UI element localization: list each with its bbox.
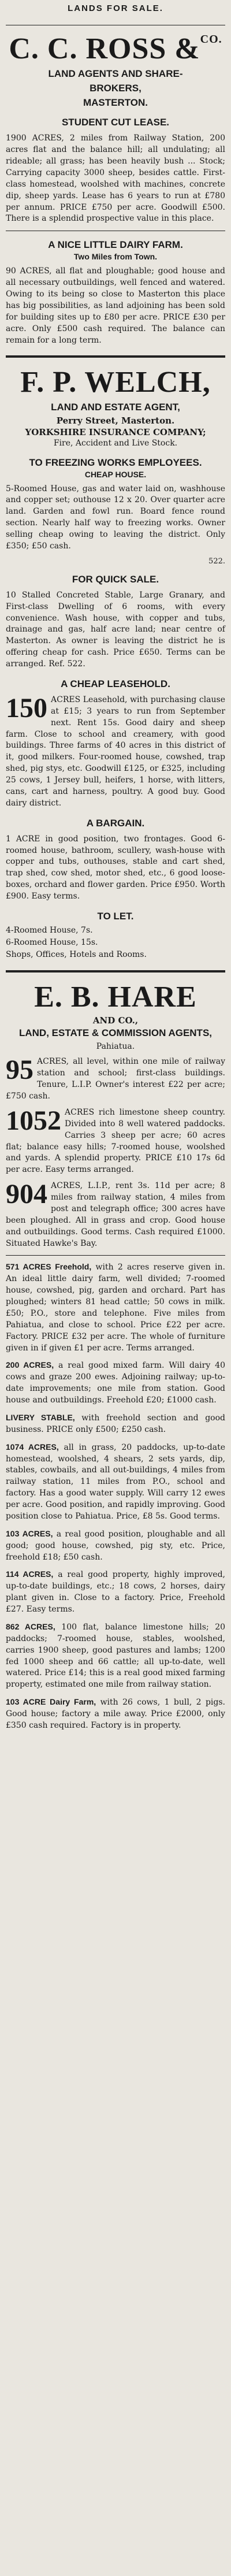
to-let-item: Shops, Offices, Hotels and Rooms. — [6, 949, 147, 959]
listing-lead: 1074 ACRES, — [6, 1442, 59, 1452]
welch-line4: Fire, Accident and Live Stock. — [53, 439, 178, 448]
ross-line2: BROKERS, — [90, 82, 141, 94]
listing-text: all in grass, 20 paddocks, up-to-date homestead, woolshed, 4 shears, 2 sets yards, dip, stables, cowbails, and all out-buildings, 4 miles from railway station, 11 miles from P.O., school and factory. Has a good water supply. Will carry 12 ewes per acre. Good position, and rapidly improving. Good position close to Pahiatua. Price, £8 5s. Good terms. — [6, 1442, 226, 1521]
hare-p2 — [6, 1107, 225, 1176]
welch-line3: YORKSHIRE INSURANCE COMPANY; — [25, 426, 206, 437]
welch-sec4-body: 1 ACRE in good position, two frontages. Good 6-roomed house, bathroom, scullery, wash-house with copper and tubs, outhouses, stable and cart shed, trap shed, cow shed, motor shed, etc., 6 good loose-boxes, orchard and flower garden. Price £950. Worth £900. Easy terms. — [6, 834, 225, 901]
ross-sec1-body: 1900 ACRES, 2 miles from Railway Station, 200 acres flat and the balance hill; all undulating; all rideable; all grass; has been heavily bush ... Stock; Carrying capacity 3000 sheep, besides cattle. First-class homestead, woolshed with machines, concrete dip, sheep yards. Lease has 6 years to run at £780 per annum. PRICE £750 per acre. Goodwill £500. There is a splendid prospective value in this place. — [6, 133, 225, 224]
hare-p3 — [6, 1181, 225, 1249]
hare-p2-acres: 1052 — [6, 1105, 61, 1136]
to-let-list — [6, 925, 225, 961]
hare-p1-acres: 95 — [6, 1055, 33, 1086]
welch-line1: LAND AND ESTATE AGENT, — [51, 402, 180, 413]
hare-line2: Pahiatua. — [96, 1042, 135, 1052]
ross-sec2-heading: A NICE LITTLE DAIRY FARM. — [48, 239, 183, 251]
ross-name-sup: CO. — [200, 33, 222, 46]
section-divider — [6, 970, 225, 973]
hare-advert — [6, 982, 225, 1732]
listing-lead: LIVERY STABLE, — [6, 1412, 75, 1422]
ross-advert — [6, 34, 225, 346]
listing-text: with freehold section and good business. PRICE only £500; £250 cash. — [6, 1413, 225, 1434]
welch-sec3-body: ACRES Leasehold, with purchasing clause at £15; 3 years to run from September next. Rent 15s. Good dairy and sheep farm. Close to school and creamery, with good buildings. Three farms of 40 acres in this district of it, good milkers. Four-roomed house, cowshed, trap shed, pig stys, etc. Goodwill £125, or £325, including 25 cows, 1 Jersey bull, heifers, 1 horse, with litters, cans, cart and harness, poultry. A good buy. Good dairy district. — [6, 695, 225, 808]
welch-sec3 — [6, 692, 225, 810]
listing-text: a real good mixed farm. Will dairy 40 cows and graze 200 ewes. Adjoining railway; up-to-date improvements; one mile from station. Good house and outbuildings. Freehold £20; £1000 cash. — [6, 1361, 225, 1405]
hare-listing — [6, 1261, 225, 1354]
divider — [6, 1255, 225, 1256]
hare-listing — [6, 1360, 225, 1406]
ross-name: C. C. ROSS & — [9, 32, 200, 65]
section-divider — [6, 355, 225, 358]
hare-line1: LAND, ESTATE & COMMISSION AGENTS, — [18, 1027, 213, 1038]
masthead: LANDS FOR SALE. — [68, 3, 163, 13]
hare-name: E. B. HARE — [34, 980, 197, 1014]
listing-lead: 114 ACRES, — [6, 1569, 54, 1579]
hare-listing — [6, 1569, 225, 1616]
listing-text: a real good property, highly improved, up-to-date buildings, etc.; 18 cows, 2 horses, dairy plant given in. Close to a factory. Price, Freehold £27. Easy terms. — [6, 1570, 225, 1614]
welch-line2: Perry Street, Masterton. — [56, 415, 175, 426]
hare-listing — [6, 1442, 225, 1523]
hare-name-sub: AND CO., — [92, 1015, 139, 1026]
to-let-item: 6-Roomed House, 15s. — [6, 937, 98, 947]
welch-sec1-ref: 522. — [208, 556, 225, 566]
hare-p3-body: ACRES, L.I.P., rent 3s. 11d per acre; 8 miles from railway station, 4 miles from post and telegraph office; 300 acres have been ploughed. All in grass and crop. Good house and outbuildings. Good terms. Cash required £1000. Situated Hawke's Bay. — [6, 1181, 225, 1248]
listing-text: a real good position, ploughable and all good; good house, cowshed, pig sty, etc. Price, freehold £18; £50 cash. — [6, 1529, 226, 1562]
listing-lead: 103 ACRES, — [6, 1528, 53, 1538]
ross-sec1-heading: STUDENT CUT LEASE. — [61, 117, 170, 128]
welch-sec1-body: 5-Roomed House, gas and water laid on, washhouse and copper set; outhouse 12 x 20. Over quarter acre land. Garden and fowl run. Board fence round section. Nearly half way to freezing works. Owner selling cheap owing to leaving the district. Only £350; £50 cash. — [6, 484, 225, 551]
ross-sec2-body: 90 ACRES, all flat and ploughable; good house and all necessary outbuildings, well fenced and watered. Owing to its being so close to Masterton this place has big possibilities, as land adjoining has been sold for building sites up to £80 per acre. PRICE £30 per acre. Only £500 cash required. The balance can remain for a long term. — [6, 266, 225, 345]
welch-sec3-acres: 150 — [6, 692, 47, 723]
ross-line1: LAND AGENTS AND SHARE- — [48, 68, 183, 79]
listing-text: with 26 cows, 1 bull, 2 pigs. Good house; factory a mile away. Price £2000, only £350 cash required. Factory is in property. — [6, 1698, 226, 1730]
hare-p2-body: ACRES rich limestone sheep country. Divided into 8 well watered paddocks. Carries 3 sheep per acre; 60 acres flat; balance easy hills; 7-roomed house, woolshed and yards. A splendid property. PRICE £10 17s 6d per acre. Easy terms arranged. — [6, 1107, 225, 1175]
welch-name: F. P. WELCH, — [20, 366, 211, 399]
welch-sec2-heading: FOR QUICK SALE. — [72, 573, 159, 585]
hare-p1-body: ACRES, all level, within one mile of railway station and school; first-class buildings. Tenure, L.I.P. Owner's interest £22 per acre; £750 cash. — [6, 1057, 225, 1101]
listing-lead: 200 ACRES, — [6, 1360, 54, 1370]
welch-sec5-heading: TO LET. — [97, 910, 134, 922]
hare-listing — [6, 1697, 225, 1732]
hare-p1 — [6, 1056, 225, 1103]
listing-lead: 571 ACRES Freehold, — [6, 1262, 92, 1272]
listing-text: 100 flat, balance limestone hills; 20 paddocks; 7-roomed house, stables, woolshed, carries 1900 sheep, good pastures and lambs; 1200 fed 1000 sheep and 66 cattle; all up-to-date, well watered. Price £14; this is a real good mixed farming property, estimated one mile from railway station. — [6, 1622, 226, 1690]
welch-sec1-sub: CHEAP HOUSE. — [84, 469, 147, 479]
welch-sec3-heading: A CHEAP LEASEHOLD. — [61, 678, 170, 689]
listing-text: with 2 acres reserve given in. An ideal little dairy farm, well divided; 7-roomed house, cowshed, pig, garden and orchard. Part has ploughed; winters 81 head cattle; 50 cows in milk. £50; P.O., store and telephone. Five miles from Pahiatua, and close to school. Price £22 per acre. Factory. PRICE £32 per acre. The whole of furniture given in if given £1 per acre. Terms arranged. — [6, 1263, 225, 1353]
welch-sec4-heading: A BARGAIN. — [86, 817, 145, 829]
ross-line3: MASTERTON. — [83, 97, 148, 109]
hare-listing — [6, 1528, 225, 1564]
to-let-item: 4-Roomed House, 7s. — [6, 925, 93, 935]
welch-sec1-heading: TO FREEZING WORKS EMPLOYEES. — [29, 456, 202, 468]
ross-firm-name — [6, 34, 225, 65]
welch-advert — [6, 367, 225, 960]
ross-sec2-sub: Two Miles from Town. — [73, 252, 158, 262]
listing-lead: 862 ACRES, — [6, 1621, 55, 1631]
hare-listing — [6, 1621, 225, 1691]
welch-sec2-body: 10 Stalled Concreted Stable, Large Granary, and First-class Dwelling of 6 rooms, with every convenience. Wash house, with copper and tubs, drainage and gas, half acre land; near centre of Masterton. As owner is leaving the district he is offering cheap for cash. Price £650. Terms can be arranged. Ref. 522. — [6, 590, 225, 669]
listing-lead: 103 ACRE Dairy Farm, — [6, 1697, 96, 1707]
hare-listing — [6, 1412, 225, 1436]
hare-p3-acres: 904 — [6, 1179, 47, 1210]
